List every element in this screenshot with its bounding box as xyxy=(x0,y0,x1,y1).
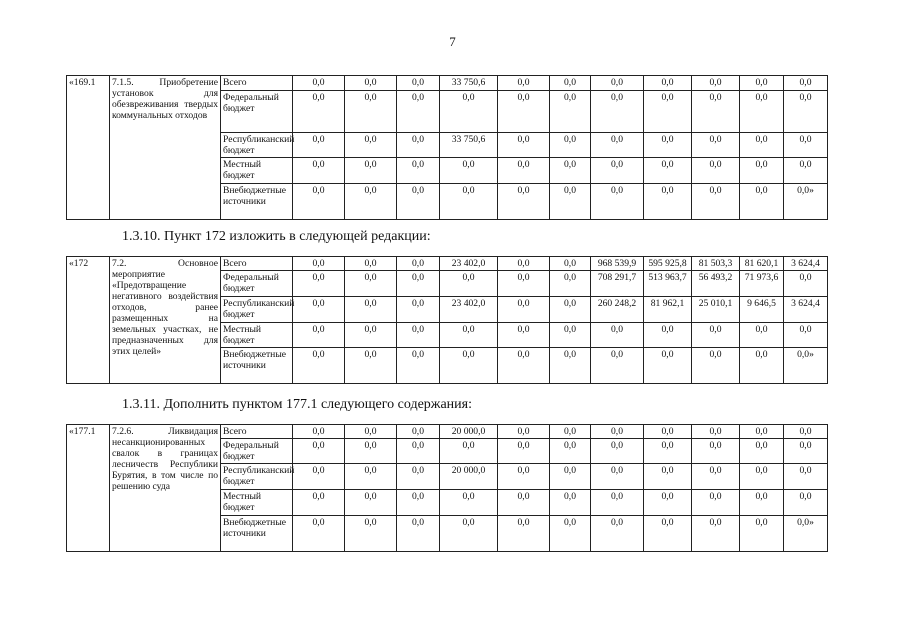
amount-cell: 81 962,1 xyxy=(644,297,692,323)
amount-cell: 0,0 xyxy=(644,490,692,516)
amount-cell: 71 973,6 xyxy=(740,271,784,297)
amount-cell: 0,0 xyxy=(345,490,397,516)
funding-source: Республиканский бюджет xyxy=(221,464,293,490)
amount-cell: 260 248,2 xyxy=(591,297,644,323)
amount-cell: 0,0 xyxy=(644,348,692,384)
amount-cell: 0,0 xyxy=(692,158,740,184)
item-description: 7.2. Основное мероприятие «Предотвращение негативного воздействия отходов, ранее размещенных на земельных участках, не предназначенных для этих целей» xyxy=(110,257,221,384)
amount-cell: 0,0 xyxy=(644,425,692,439)
amount-cell: 56 493,2 xyxy=(692,271,740,297)
item-code: «177.1 xyxy=(67,425,110,552)
funding-source: Всего xyxy=(221,76,293,91)
amount-cell: 0,0 xyxy=(293,516,345,552)
amount-cell: 0,0 xyxy=(397,158,440,184)
amount-cell: 0,0 xyxy=(591,184,644,220)
funding-source: Всего xyxy=(221,257,293,271)
amount-cell: 0,0 xyxy=(345,257,397,271)
amount-cell: 0,0 xyxy=(293,297,345,323)
amount-cell: 0,0 xyxy=(740,91,784,133)
amount-cell: 0,0 xyxy=(397,348,440,384)
amount-cell: 81 620,1 xyxy=(740,257,784,271)
funding-source: Внебюджетные источники xyxy=(221,348,293,384)
amount-cell: 0,0 xyxy=(784,158,828,184)
amount-cell: 0,0 xyxy=(591,516,644,552)
table-row xyxy=(67,257,879,271)
amount-cell: 0,0 xyxy=(345,271,397,297)
amount-cell: 0,0 xyxy=(397,516,440,552)
amount-cell: 0,0 xyxy=(550,158,591,184)
amount-cell: 25 010,1 xyxy=(692,297,740,323)
amount-cell: 0,0 xyxy=(740,76,784,91)
amount-cell: 0,0 xyxy=(498,76,550,91)
amount-cell: 0,0 xyxy=(692,133,740,158)
amount-cell: 0,0 xyxy=(550,490,591,516)
table-row xyxy=(67,425,879,439)
amount-cell: 0,0 xyxy=(591,348,644,384)
amount-cell: 0,0 xyxy=(692,76,740,91)
amount-cell: 0,0 xyxy=(440,348,498,384)
amount-cell: 0,0 xyxy=(397,464,440,490)
amount-cell: 0,0 xyxy=(591,76,644,91)
amount-cell: 968 539,9 xyxy=(591,257,644,271)
amount-cell: 0,0 xyxy=(692,464,740,490)
amount-cell: 0,0 xyxy=(498,158,550,184)
amount-cell: 33 750,6 xyxy=(440,133,498,158)
amount-cell: 20 000,0 xyxy=(440,464,498,490)
amount-cell: 0,0 xyxy=(345,425,397,439)
amount-cell: 0,0 xyxy=(397,425,440,439)
amount-cell: 23 402,0 xyxy=(440,257,498,271)
amount-cell: 0,0 xyxy=(692,184,740,220)
amount-cell: 0,0 xyxy=(692,323,740,348)
amount-cell: 0,0 xyxy=(498,91,550,133)
amount-cell: 0,0 xyxy=(498,439,550,464)
amount-cell: 0,0 xyxy=(740,490,784,516)
amount-cell: 0,0 xyxy=(740,348,784,384)
budget-table-169-1 xyxy=(66,75,879,220)
amount-cell: 0,0 xyxy=(550,464,591,490)
amount-cell: 0,0 xyxy=(644,516,692,552)
amount-cell: 0,0 xyxy=(692,490,740,516)
amount-cell: 0,0 xyxy=(397,323,440,348)
amount-cell: 0,0 xyxy=(784,323,828,348)
funding-source: Федеральный бюджет xyxy=(221,91,293,133)
amount-cell: 0,0 xyxy=(498,464,550,490)
funding-source: Республиканский бюджет xyxy=(221,133,293,158)
amount-cell: 0,0 xyxy=(644,76,692,91)
item-code: «172 xyxy=(67,257,110,384)
amount-cell: 0,0 xyxy=(591,490,644,516)
amount-cell: 0,0 xyxy=(740,464,784,490)
amount-cell: 0,0 xyxy=(397,439,440,464)
amount-cell: 0,0 xyxy=(644,464,692,490)
amount-cell: 708 291,7 xyxy=(591,271,644,297)
amount-cell: 0,0 xyxy=(293,76,345,91)
amount-cell: 0,0 xyxy=(293,271,345,297)
amount-cell: 0,0 xyxy=(740,133,784,158)
amount-cell: 81 503,3 xyxy=(692,257,740,271)
amount-cell: 0,0 xyxy=(740,158,784,184)
amount-cell: 23 402,0 xyxy=(440,297,498,323)
amount-cell: 0,0 xyxy=(784,91,828,133)
amount-cell: 0,0 xyxy=(591,425,644,439)
amount-cell: 0,0 xyxy=(784,271,828,297)
amount-cell: 20 000,0 xyxy=(440,425,498,439)
amount-cell: 0,0 xyxy=(293,490,345,516)
amount-cell: 0,0 xyxy=(550,348,591,384)
funding-source: Внебюджетные источники xyxy=(221,184,293,220)
amount-cell: 0,0 xyxy=(692,439,740,464)
amount-cell: 0,0 xyxy=(345,348,397,384)
amount-cell: 0,0 xyxy=(591,133,644,158)
amount-cell: 0,0 xyxy=(293,439,345,464)
amount-cell: 0,0 xyxy=(440,91,498,133)
amount-cell: 0,0 xyxy=(440,158,498,184)
amount-cell: 0,0 xyxy=(740,516,784,552)
amount-cell: 0,0 xyxy=(740,323,784,348)
amount-cell: 0,0 xyxy=(293,257,345,271)
item-code: «169.1 xyxy=(67,76,110,220)
amount-cell: 0,0 xyxy=(498,257,550,271)
item-description: 7.2.6. Ликвидация несанкционированных свалок в границах лесничеств Республики Бурятия, в том числе по решению суда xyxy=(110,425,221,552)
section-heading-1-3-11: 1.3.11. Дополнить пунктом 177.1 следующего содержания: xyxy=(122,397,472,412)
amount-cell: 0,0 xyxy=(644,158,692,184)
amount-cell: 0,0 xyxy=(644,439,692,464)
amount-cell: 0,0 xyxy=(550,516,591,552)
amount-cell: 595 925,8 xyxy=(644,257,692,271)
amount-cell: 0,0 xyxy=(345,184,397,220)
amount-cell: 0,0 xyxy=(345,323,397,348)
amount-cell: 0,0 xyxy=(550,91,591,133)
amount-cell: 0,0 xyxy=(550,297,591,323)
amount-cell: 0,0 xyxy=(784,425,828,439)
amount-cell: 0,0 xyxy=(550,184,591,220)
amount-cell: 9 646,5 xyxy=(740,297,784,323)
amount-cell: 0,0 xyxy=(740,425,784,439)
section-heading-1-3-10: 1.3.10. Пункт 172 изложить в следующей редакции: xyxy=(122,229,431,244)
amount-cell: 0,0 xyxy=(293,91,345,133)
funding-source: Федеральный бюджет xyxy=(221,439,293,464)
amount-cell: 0,0 xyxy=(692,348,740,384)
amount-cell: 0,0 xyxy=(345,76,397,91)
amount-cell: 0,0 xyxy=(550,76,591,91)
amount-cell: 0,0 xyxy=(498,133,550,158)
amount-cell: 0,0 xyxy=(644,184,692,220)
funding-source: Внебюджетные источники xyxy=(221,516,293,552)
amount-cell: 0,0» xyxy=(784,184,828,220)
amount-cell: 0,0 xyxy=(591,158,644,184)
amount-cell: 0,0 xyxy=(550,257,591,271)
amount-cell: 0,0 xyxy=(784,464,828,490)
table-row xyxy=(67,76,879,91)
amount-cell: 0,0 xyxy=(440,490,498,516)
funding-source: Местный бюджет xyxy=(221,490,293,516)
amount-cell: 0,0 xyxy=(397,133,440,158)
amount-cell: 0,0 xyxy=(345,464,397,490)
budget-table-177-1 xyxy=(66,424,879,552)
amount-cell: 0,0 xyxy=(591,323,644,348)
amount-cell: 0,0 xyxy=(345,516,397,552)
amount-cell: 0,0 xyxy=(440,271,498,297)
amount-cell: 3 624,4 xyxy=(784,297,828,323)
amount-cell: 0,0 xyxy=(550,133,591,158)
amount-cell: 0,0 xyxy=(498,425,550,439)
amount-cell: 0,0 xyxy=(293,133,345,158)
amount-cell: 0,0» xyxy=(784,516,828,552)
amount-cell: 0,0 xyxy=(644,91,692,133)
amount-cell: 0,0 xyxy=(498,297,550,323)
amount-cell: 0,0 xyxy=(397,271,440,297)
amount-cell: 0,0 xyxy=(293,184,345,220)
amount-cell: 0,0 xyxy=(498,490,550,516)
amount-cell: 0,0 xyxy=(740,439,784,464)
amount-cell: 0,0 xyxy=(784,76,828,91)
amount-cell: 0,0 xyxy=(591,439,644,464)
funding-source: Федеральный бюджет xyxy=(221,271,293,297)
amount-cell: 0,0 xyxy=(550,425,591,439)
amount-cell: 0,0 xyxy=(550,439,591,464)
amount-cell: 0,0 xyxy=(345,297,397,323)
amount-cell: 0,0 xyxy=(440,439,498,464)
amount-cell: 0,0 xyxy=(397,490,440,516)
amount-cell: 0,0 xyxy=(644,133,692,158)
amount-cell: 0,0 xyxy=(550,271,591,297)
amount-cell: 0,0 xyxy=(293,464,345,490)
amount-cell: 0,0 xyxy=(397,91,440,133)
amount-cell: 0,0 xyxy=(591,464,644,490)
amount-cell: 0,0 xyxy=(498,348,550,384)
budget-table-172 xyxy=(66,256,879,384)
amount-cell: 0,0 xyxy=(397,297,440,323)
amount-cell: 0,0 xyxy=(293,348,345,384)
funding-source: Местный бюджет xyxy=(221,323,293,348)
funding-source: Всего xyxy=(221,425,293,439)
amount-cell: 0,0 xyxy=(345,439,397,464)
amount-cell: 0,0 xyxy=(440,516,498,552)
amount-cell: 0,0 xyxy=(397,257,440,271)
amount-cell: 0,0 xyxy=(644,323,692,348)
amount-cell: 0,0 xyxy=(740,184,784,220)
funding-source: Местный бюджет xyxy=(221,158,293,184)
amount-cell: 0,0 xyxy=(784,439,828,464)
amount-cell: 0,0 xyxy=(498,184,550,220)
amount-cell: 0,0 xyxy=(550,323,591,348)
amount-cell: 0,0 xyxy=(784,490,828,516)
page-number: 7 xyxy=(449,34,456,49)
amount-cell: 0,0 xyxy=(397,184,440,220)
item-description: 7.1.5. Приобретение установок для обезвреживания твердых коммунальных отходов xyxy=(110,76,221,220)
funding-source: Республиканский бюджет xyxy=(221,297,293,323)
amount-cell: 0,0 xyxy=(293,158,345,184)
amount-cell: 0,0 xyxy=(345,91,397,133)
amount-cell: 0,0 xyxy=(498,271,550,297)
amount-cell: 0,0 xyxy=(498,516,550,552)
amount-cell: 0,0 xyxy=(345,133,397,158)
amount-cell: 513 963,7 xyxy=(644,271,692,297)
amount-cell: 0,0» xyxy=(784,348,828,384)
amount-cell: 0,0 xyxy=(692,516,740,552)
amount-cell: 0,0 xyxy=(498,323,550,348)
amount-cell: 0,0 xyxy=(692,425,740,439)
amount-cell: 0,0 xyxy=(591,91,644,133)
amount-cell: 0,0 xyxy=(692,91,740,133)
amount-cell: 3 624,4 xyxy=(784,257,828,271)
amount-cell: 0,0 xyxy=(397,76,440,91)
amount-cell: 0,0 xyxy=(293,323,345,348)
amount-cell: 33 750,6 xyxy=(440,76,498,91)
amount-cell: 0,0 xyxy=(345,158,397,184)
amount-cell: 0,0 xyxy=(293,425,345,439)
amount-cell: 0,0 xyxy=(440,184,498,220)
amount-cell: 0,0 xyxy=(784,133,828,158)
amount-cell: 0,0 xyxy=(440,323,498,348)
